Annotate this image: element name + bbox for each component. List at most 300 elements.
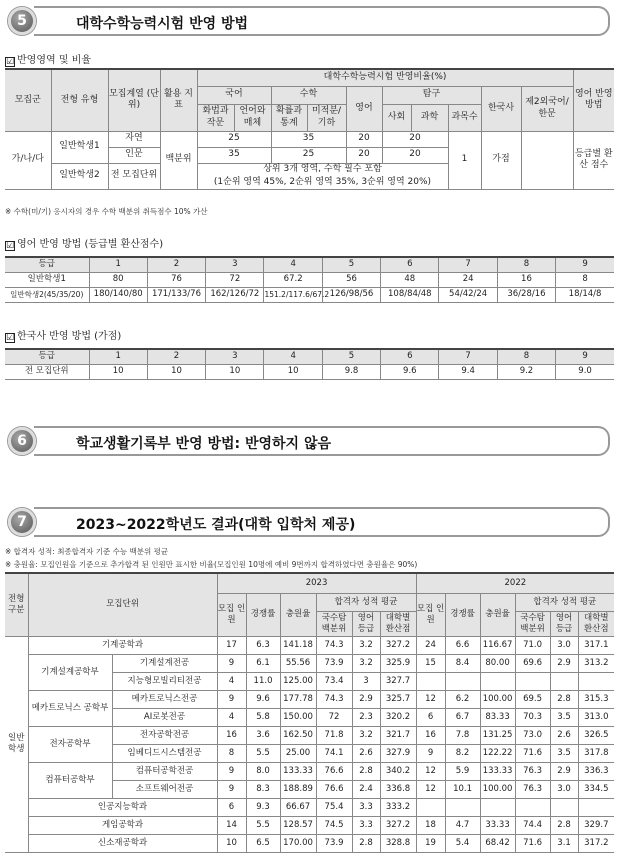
checkbox-icon: ☑ — [6, 333, 15, 343]
cell-value: 16 — [217, 726, 246, 744]
cell-value: 333.2 — [380, 798, 416, 816]
cell-value: 100.00 — [480, 690, 515, 708]
cell-value: 325.9 — [380, 654, 416, 672]
header-m2: 미적분/ 기하 — [307, 104, 346, 131]
cell-value: 73.9 — [316, 654, 352, 672]
cell-value: 321.7 — [380, 726, 416, 744]
section-number-badge: 7 — [8, 508, 36, 536]
cell-value: 327.2 — [380, 816, 416, 834]
header-quota: 모집 인원 — [217, 593, 246, 636]
table-row — [5, 816, 614, 834]
cell-unit-major: 컴퓨터공학전공 — [112, 762, 217, 780]
header-grade: 5 — [322, 257, 380, 272]
cell-value: 320.2 — [380, 708, 416, 726]
cell-eng-method: 등급별 환산 점수 — [573, 131, 614, 189]
header-grade: 3 — [206, 349, 264, 364]
header-univ: 대학별 환산점 — [380, 611, 416, 636]
ratio-note: ※ 수학(미/기) 응시자의 경우 수학 백분위 취득점수 10% 가산 — [5, 207, 208, 216]
header-grade: 7 — [439, 349, 497, 364]
cell-value: 9 — [217, 654, 246, 672]
table-row — [5, 654, 614, 672]
english-grade-table — [5, 256, 614, 303]
cell-value: 317.2 — [578, 834, 614, 852]
cell-value: 6.3 — [246, 636, 280, 654]
header-grade: 1 — [89, 349, 147, 364]
section-number-badge: 6 — [8, 427, 36, 455]
section-title: 2023~2022학년도 결과(대학 입학처 제공) — [76, 517, 356, 533]
cell-value: 73.9 — [316, 834, 352, 852]
cell-type: 일반 학생 — [5, 636, 28, 852]
header-kms: 국수탐 백분위 — [515, 611, 550, 636]
cell-value: 162.50 — [280, 726, 316, 744]
header-m1: 확률과 통계 — [271, 104, 307, 131]
cell-value: 9 — [416, 744, 445, 762]
subtitle-history — [5, 327, 121, 343]
header-grade: 8 — [497, 257, 555, 272]
header-quota: 모집 인원 — [416, 593, 445, 636]
cell-value: 9.3 — [246, 798, 280, 816]
header-grade: 7 — [439, 257, 497, 272]
cell-value: 16 — [416, 726, 445, 744]
cell-value: 71.6 — [515, 834, 550, 852]
cell-value: 177.78 — [280, 690, 316, 708]
cell-value: 12 — [416, 690, 445, 708]
cell-value: 340.2 — [380, 762, 416, 780]
cell-value: 3.2 — [352, 654, 380, 672]
cell-score: 18/14/8 — [556, 287, 614, 302]
header-k2: 언어와 매체 — [234, 104, 271, 131]
header-index: 활용 지표 — [160, 69, 197, 131]
header-k1: 화법과 작문 — [197, 104, 234, 131]
subtitle-text: 반영영역 및 비율 — [17, 55, 91, 66]
cell-value: 6.2 — [445, 690, 480, 708]
cell-score: 171/133/76 — [147, 287, 205, 302]
table-row — [5, 762, 614, 780]
header-grade: 6 — [381, 349, 439, 364]
cell-value: 6.7 — [445, 708, 480, 726]
cell-value — [515, 798, 550, 816]
cell-value — [578, 672, 614, 690]
cell-value: 5.9 — [445, 762, 480, 780]
cell-value — [550, 672, 578, 690]
cell-value: 73.4 — [316, 672, 352, 690]
cell-value: 6.1 — [246, 654, 280, 672]
cell-value: 10 — [217, 834, 246, 852]
cell-value: 68.42 — [480, 834, 515, 852]
cell-unit: 신소재공학과 — [28, 834, 217, 852]
cell-score: 10 — [206, 364, 264, 379]
cell-value: 18 — [416, 816, 445, 834]
cell-field-hum: 인문 — [108, 147, 160, 163]
cell-value: 2.8 — [352, 762, 380, 780]
cell-value: 329.7 — [578, 816, 614, 834]
cell-value: 83.33 — [480, 708, 515, 726]
cell-unit-major: 메카트로닉스전공 — [112, 690, 217, 708]
cell-value: 80.00 — [480, 654, 515, 672]
results-note: ※ 충원율: 모집인원을 기준으로 추가합격 된 인원만 표시한 비율(모집인원 10명에 예비 9번까지 합격하였다면 충원율은 90%) — [5, 560, 418, 569]
cell-type1: 일반학생1 — [51, 131, 108, 163]
cell-value — [515, 672, 550, 690]
cell-value: 8 — [217, 744, 246, 762]
cell-value: 8.0 — [246, 762, 280, 780]
cell-value: 66.67 — [280, 798, 316, 816]
cell-value: 170.00 — [280, 834, 316, 852]
header-avg: 합격자 성적 평균 — [316, 593, 416, 611]
cell-value: 55.56 — [280, 654, 316, 672]
header-grade: 4 — [264, 257, 322, 272]
cell-value: 2.8 — [352, 834, 380, 852]
cell-value: 188.89 — [280, 780, 316, 798]
cell-value: 74.5 — [316, 816, 352, 834]
cell-value: 3.3 — [352, 798, 380, 816]
cell-value: 69.6 — [515, 654, 550, 672]
cell-value: 315.3 — [578, 690, 614, 708]
header-math: 수학 — [271, 86, 346, 104]
header-social: 사회 — [382, 104, 411, 131]
cell-value: 334.5 — [578, 780, 614, 798]
cell-value: 8.4 — [445, 654, 480, 672]
header-comp: 경쟁률 — [445, 593, 480, 636]
cell-score: 8 — [556, 272, 614, 287]
cell-score: 162/126/72 — [206, 287, 264, 302]
header-group: 모집군 — [5, 69, 51, 131]
header-grade: 8 — [497, 349, 555, 364]
cell-unit-major: 소프트웨어전공 — [112, 780, 217, 798]
cell-value: 313.0 — [578, 708, 614, 726]
cell-index: 백분위 — [160, 131, 197, 189]
table-row — [5, 690, 614, 708]
cell-unit-major: 지능형모빌리티전공 — [112, 672, 217, 690]
cell-value: 3.2 — [352, 726, 380, 744]
cell-value — [416, 672, 445, 690]
header-kms: 국수탐 백분위 — [316, 611, 352, 636]
cell-value — [445, 798, 480, 816]
cell-value: 74.3 — [316, 690, 352, 708]
cell-field-nat: 자연 — [108, 131, 160, 147]
header-science: 과학 — [411, 104, 448, 131]
cell-value: 2.6 — [550, 726, 578, 744]
cell-value: 2.8 — [550, 690, 578, 708]
cell-row-label: 일반학생1 — [5, 272, 89, 287]
header-grade: 1 — [89, 257, 147, 272]
cell-value: 10.1 — [445, 780, 480, 798]
cell-score: 36/28/16 — [497, 287, 555, 302]
cell-value: 69.5 — [515, 690, 550, 708]
cell-value: 328.8 — [380, 834, 416, 852]
subtitle-english — [5, 235, 163, 251]
header-grade-label: 등급 — [5, 257, 89, 272]
cell-korean: 35 — [197, 147, 271, 163]
cell-unit: 인공지능학과 — [28, 798, 217, 816]
header-comp: 경쟁률 — [246, 593, 280, 636]
cell-unit-group: 기계설계공학부 — [28, 654, 112, 690]
cell-english: 20 — [346, 147, 382, 163]
cell-value: 76.3 — [515, 780, 550, 798]
header-fill: 충원율 — [480, 593, 515, 636]
cell-value: 2.4 — [352, 780, 380, 798]
cell-value: 5.5 — [246, 744, 280, 762]
cell-value: 25.00 — [280, 744, 316, 762]
section-title: 대학수학능력시험 반영 방법 — [76, 16, 249, 32]
cell-value: 3.0 — [550, 780, 578, 798]
header-eng: 영어 등급 — [550, 611, 578, 636]
cell-value — [480, 672, 515, 690]
header-grade: 5 — [322, 349, 380, 364]
cell-value: 3.6 — [246, 726, 280, 744]
cell-value: 71.0 — [515, 636, 550, 654]
header-second-lang: 제2외국어/ 한문 — [521, 86, 573, 131]
subtitle-ratio — [5, 51, 91, 67]
admission-results-table — [5, 572, 614, 853]
cell-value: 14 — [217, 816, 246, 834]
cell-value: 74.4 — [515, 816, 550, 834]
cell-value: 327.9 — [380, 744, 416, 762]
cell-value: 3.3 — [352, 816, 380, 834]
cell-unit-major: 임베디드시스템전공 — [112, 744, 217, 762]
cell-value: 317.1 — [578, 636, 614, 654]
cell-unit-group: 메카트로닉스 공학부 — [28, 690, 112, 726]
cell-value: 3.2 — [352, 636, 380, 654]
cell-value: 9 — [217, 690, 246, 708]
header-history: 한국사 — [481, 86, 521, 131]
cell-value: 5.5 — [246, 816, 280, 834]
cell-value: 116.67 — [480, 636, 515, 654]
cell-inquiry: 20 — [382, 147, 448, 163]
cell-value: 4 — [217, 672, 246, 690]
header-grade-label: 등급 — [5, 349, 89, 364]
cell-score: 9.0 — [556, 364, 614, 379]
cell-value: 4 — [217, 708, 246, 726]
cell-type2-desc: 상위 3개 영역, 수학 필수 포함 — [197, 163, 448, 176]
cell-unit-group: 전자공학부 — [28, 726, 112, 762]
cell-value: 122.22 — [480, 744, 515, 762]
cell-second-lang — [521, 131, 573, 189]
cell-value — [550, 798, 578, 816]
cell-row-label: 전 모집단위 — [5, 364, 89, 379]
header-grade: 9 — [556, 257, 614, 272]
cell-value: 24 — [416, 636, 445, 654]
cell-score: 72 — [206, 272, 264, 287]
cell-score: 76 — [147, 272, 205, 287]
cell-score: 67.2 — [264, 272, 322, 287]
cell-value: 9.6 — [246, 690, 280, 708]
cell-score: 9.8 — [322, 364, 380, 379]
header-eng: 영어 등급 — [352, 611, 380, 636]
cell-value: 125.00 — [280, 672, 316, 690]
cell-value — [578, 798, 614, 816]
cell-score: 48 — [381, 272, 439, 287]
cell-value: 17 — [217, 636, 246, 654]
cell-math: 35 — [271, 131, 346, 147]
cell-value — [416, 798, 445, 816]
cell-value: 70.3 — [515, 708, 550, 726]
cell-unit: 기계공학과 — [28, 636, 217, 654]
cell-score: 9.6 — [381, 364, 439, 379]
cell-score: 10 — [89, 364, 147, 379]
header-fill: 충원율 — [280, 593, 316, 636]
cell-value: 9 — [217, 762, 246, 780]
section-header-5 — [4, 4, 610, 36]
cell-value: 19 — [416, 834, 445, 852]
header-english: 영어 — [346, 86, 382, 131]
header-avg: 합격자 성적 평균 — [515, 593, 614, 611]
cell-value — [480, 798, 515, 816]
cell-value: 75.4 — [316, 798, 352, 816]
header-type: 전형 유형 — [51, 69, 108, 131]
cell-value: 11.0 — [246, 672, 280, 690]
table-row — [5, 726, 614, 744]
cell-value: 12 — [416, 780, 445, 798]
cell-group: 가/나/다 — [5, 131, 51, 189]
table-row — [5, 636, 614, 654]
cell-value: 9 — [217, 780, 246, 798]
history-grade-table — [5, 348, 614, 380]
cell-value: 336.8 — [380, 780, 416, 798]
table-row — [5, 272, 614, 287]
cell-value: 33.33 — [480, 816, 515, 834]
cell-unit-group: 컴퓨터공학부 — [28, 762, 112, 798]
cell-inquiry: 20 — [382, 131, 448, 147]
cell-value: 3.5 — [550, 708, 578, 726]
cell-value: 128.57 — [280, 816, 316, 834]
header-grade: 9 — [556, 349, 614, 364]
cell-score: 10 — [264, 364, 322, 379]
cell-value: 6 — [416, 708, 445, 726]
cell-unit-major: AI로봇전공 — [112, 708, 217, 726]
header-inquiry: 탐구 — [382, 86, 481, 104]
cell-value: 3.1 — [550, 834, 578, 852]
cell-score: 54/42/24 — [439, 287, 497, 302]
cell-value: 5.8 — [246, 708, 280, 726]
header-grade: 4 — [264, 349, 322, 364]
cell-value: 131.25 — [480, 726, 515, 744]
results-note: ※ 합격자 성적: 최종합격자 기준 수능 백분위 평균 — [5, 547, 169, 556]
header-grade: 2 — [147, 349, 205, 364]
header-grade: 3 — [206, 257, 264, 272]
cell-score: 126/98/56 — [322, 287, 380, 302]
cell-value: 2.6 — [352, 744, 380, 762]
cell-score: 9.2 — [497, 364, 555, 379]
cell-value: 2.3 — [352, 708, 380, 726]
cell-value: 313.2 — [578, 654, 614, 672]
cell-score: 151.2/117.6/67.2 — [264, 287, 322, 302]
cell-subjects: 1 — [448, 131, 481, 189]
cell-score: 180/140/80 — [89, 287, 147, 302]
cell-field-all: 전 모집단위 — [108, 163, 160, 189]
cell-value: 5.4 — [445, 834, 480, 852]
cell-value: 71.6 — [515, 744, 550, 762]
cell-score: 9.4 — [439, 364, 497, 379]
table-row — [5, 287, 614, 302]
section-number-badge: 5 — [8, 7, 36, 35]
cell-value: 6.6 — [445, 636, 480, 654]
header-field: 모집계열 (단위) — [108, 69, 160, 131]
cell-value: 2.9 — [550, 762, 578, 780]
header-eng-method: 영어 반영 방법 — [573, 69, 614, 131]
cell-value: 3 — [352, 672, 380, 690]
cell-score: 16 — [497, 272, 555, 287]
section-header-6 — [4, 424, 610, 456]
cell-value: 100.00 — [480, 780, 515, 798]
cell-value: 7.8 — [445, 726, 480, 744]
header-subjects: 과목수 — [448, 104, 481, 131]
cell-value: 3.0 — [550, 636, 578, 654]
table-row — [5, 834, 614, 852]
header-korean: 국어 — [197, 86, 271, 104]
cell-value: 327.7 — [380, 672, 416, 690]
header-grade: 6 — [381, 257, 439, 272]
table-row — [5, 364, 614, 379]
header-2023: 2023 — [217, 573, 416, 593]
subtitle-text: 영어 반영 방법 (등급별 환산점수) — [17, 239, 164, 250]
cell-value: 73.0 — [515, 726, 550, 744]
cell-value: 325.7 — [380, 690, 416, 708]
table-row — [5, 798, 614, 816]
section-header-7 — [4, 505, 610, 537]
cell-score: 108/84/48 — [381, 287, 439, 302]
cell-value: 3.5 — [550, 744, 578, 762]
cell-value: 141.18 — [280, 636, 316, 654]
cell-value: 76.6 — [316, 780, 352, 798]
subtitle-text: 한국사 반영 방법 (가점) — [17, 331, 122, 342]
cell-value: 4.7 — [445, 816, 480, 834]
cell-unit-major: 전자공학전공 — [112, 726, 217, 744]
cell-value: 336.3 — [578, 762, 614, 780]
cell-value: 150.00 — [280, 708, 316, 726]
cell-value: 133.33 — [480, 762, 515, 780]
cell-value: 8.3 — [246, 780, 280, 798]
header-csat: 대학수학능력시험 반영비율(%) — [197, 69, 573, 86]
cell-value: 2.9 — [550, 654, 578, 672]
cell-value: 76.6 — [316, 762, 352, 780]
header-grade: 2 — [147, 257, 205, 272]
cell-score: 80 — [89, 272, 147, 287]
cell-math: 25 — [271, 147, 346, 163]
section-title: 학교생활기록부 반영 방법: 반영하지 않음 — [76, 436, 332, 452]
header-univ: 대학별 환산점 — [578, 611, 614, 636]
cell-value: 6.5 — [246, 834, 280, 852]
cell-value: 2.9 — [352, 690, 380, 708]
header-2022: 2022 — [416, 573, 614, 593]
cell-value: 326.5 — [578, 726, 614, 744]
cell-value: 327.2 — [380, 636, 416, 654]
cell-score: 56 — [322, 272, 380, 287]
cell-score: 10 — [147, 364, 205, 379]
cell-english: 20 — [346, 131, 382, 147]
cell-value: 74.3 — [316, 636, 352, 654]
cell-value: 317.8 — [578, 744, 614, 762]
cell-value: 71.8 — [316, 726, 352, 744]
cell-value: 72 — [316, 708, 352, 726]
checkbox-icon: ☑ — [6, 241, 15, 251]
header-type: 전형 구분 — [5, 573, 28, 636]
cell-value: 15 — [416, 654, 445, 672]
cell-value: 133.33 — [280, 762, 316, 780]
cell-value: 12 — [416, 762, 445, 780]
header-unit: 모집단위 — [28, 573, 217, 636]
cell-unit-major: 기계설계전공 — [112, 654, 217, 672]
cell-value: 2.8 — [550, 816, 578, 834]
csat-ratio-table — [5, 68, 614, 190]
cell-value: 6 — [217, 798, 246, 816]
cell-row-label: 일반학생2(45/35/20) — [5, 287, 89, 302]
cell-value: 74.1 — [316, 744, 352, 762]
cell-history: 가점 — [481, 131, 521, 189]
cell-value — [445, 672, 480, 690]
cell-value: 76.3 — [515, 762, 550, 780]
cell-score: 24 — [439, 272, 497, 287]
cell-korean: 25 — [197, 131, 271, 147]
